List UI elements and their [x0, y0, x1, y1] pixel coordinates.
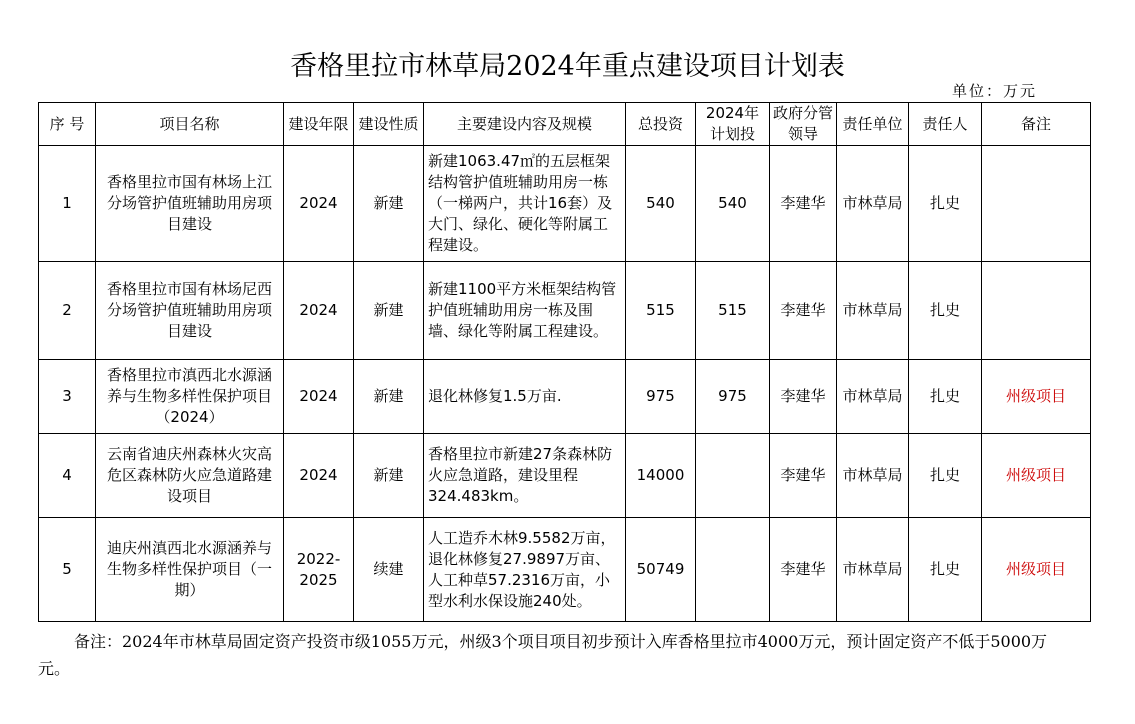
project-plan-table [38, 102, 1091, 622]
cell-person: 扎史 [909, 518, 982, 622]
header-period: 建设年限 [284, 103, 354, 146]
cell-leader: 李建华 [770, 262, 837, 360]
header-content: 主要建设内容及规模 [424, 103, 626, 146]
cell-person: 扎史 [909, 262, 982, 360]
cell-total: 50749 [626, 518, 696, 622]
cell-leader: 李建华 [770, 518, 837, 622]
header-name: 项目名称 [96, 103, 284, 146]
cell-seq: 3 [39, 360, 96, 434]
cell-name: 香格里拉市滇西北水源涵养与生物多样性保护项目（2024） [96, 360, 284, 434]
header-seq: 序 号 [39, 103, 96, 146]
page-title: 香格里拉市林草局2024年重点建设项目计划表 [290, 51, 845, 82]
table-row [39, 434, 1091, 518]
footnote: 备注：2024年市林草局固定资产投资市级1055万元，州级3个项目项目初步预计入库香格里拉市4000万元，预计固定资产不低于5000万元。 [38, 632, 1048, 678]
cell-remark [982, 262, 1091, 360]
cell-leader: 李建华 [770, 360, 837, 434]
header-total: 总投资 [626, 103, 696, 146]
cell-nature: 新建 [354, 262, 424, 360]
cell-content: 人工造乔木林9.5582万亩，退化林修复27.9897万亩、人工种草57.2316万亩，小型水利水保设施240处。 [424, 518, 626, 622]
cell-name: 香格里拉市国有林场上江分场管护值班辅助用房项目建设 [96, 146, 284, 262]
cell-period: 2024 [284, 360, 354, 434]
cell-unit: 市林草局 [837, 262, 909, 360]
cell-total: 515 [626, 262, 696, 360]
cell-plan2024 [696, 518, 770, 622]
cell-unit: 市林草局 [837, 146, 909, 262]
header-plan2024: 2024年计划投 [696, 103, 770, 146]
unit-label: 单位：万元 [951, 82, 1037, 100]
table-row [39, 146, 1091, 262]
cell-content: 新建1063.47㎡的五层框架结构管护值班辅助用房一栋（一梯两户，共计16套）及大门、绿化、硬化等附属工程建设。 [424, 146, 626, 262]
cell-nature: 新建 [354, 146, 424, 262]
cell-plan2024: 975 [696, 360, 770, 434]
header-unit: 责任单位 [837, 103, 909, 146]
cell-content: 新建1100平方米框架结构管护值班辅助用房一栋及围墙、绿化等附属工程建设。 [424, 262, 626, 360]
cell-period: 2024 [284, 146, 354, 262]
header-nature: 建设性质 [354, 103, 424, 146]
cell-remark: 州级项目 [982, 360, 1091, 434]
cell-seq: 5 [39, 518, 96, 622]
cell-total: 540 [626, 146, 696, 262]
cell-person: 扎史 [909, 146, 982, 262]
cell-plan2024 [696, 434, 770, 518]
cell-total: 14000 [626, 434, 696, 518]
cell-unit: 市林草局 [837, 518, 909, 622]
cell-seq: 4 [39, 434, 96, 518]
cell-seq: 1 [39, 146, 96, 262]
header-leader: 政府分管领导 [770, 103, 837, 146]
cell-remark: 州级项目 [982, 434, 1091, 518]
cell-leader: 李建华 [770, 146, 837, 262]
table-header-row [39, 103, 1091, 146]
cell-person: 扎史 [909, 360, 982, 434]
table-row [39, 262, 1091, 360]
cell-name: 香格里拉市国有林场尼西分场管护值班辅助用房项目建设 [96, 262, 284, 360]
cell-period: 2024 [284, 262, 354, 360]
cell-person: 扎史 [909, 434, 982, 518]
cell-unit: 市林草局 [837, 434, 909, 518]
cell-plan2024: 540 [696, 146, 770, 262]
cell-content: 香格里拉市新建27条森林防火应急道路，建设里程324.483km。 [424, 434, 626, 518]
cell-nature: 新建 [354, 434, 424, 518]
cell-plan2024: 515 [696, 262, 770, 360]
cell-name: 迪庆州滇西北水源涵养与生物多样性保护项目（一期） [96, 518, 284, 622]
header-remark: 备注 [982, 103, 1091, 146]
cell-remark [982, 146, 1091, 262]
cell-nature: 新建 [354, 360, 424, 434]
table-row [39, 360, 1091, 434]
cell-remark: 州级项目 [982, 518, 1091, 622]
cell-unit: 市林草局 [837, 360, 909, 434]
cell-content: 退化林修复1.5万亩. [424, 360, 626, 434]
table-row [39, 518, 1091, 622]
cell-name: 云南省迪庆州森林火灾高危区森林防火应急道路建设项目 [96, 434, 284, 518]
cell-seq: 2 [39, 262, 96, 360]
cell-nature: 续建 [354, 518, 424, 622]
cell-leader: 李建华 [770, 434, 837, 518]
header-person: 责任人 [909, 103, 982, 146]
cell-period: 2022-2025 [284, 518, 354, 622]
cell-period: 2024 [284, 434, 354, 518]
cell-total: 975 [626, 360, 696, 434]
